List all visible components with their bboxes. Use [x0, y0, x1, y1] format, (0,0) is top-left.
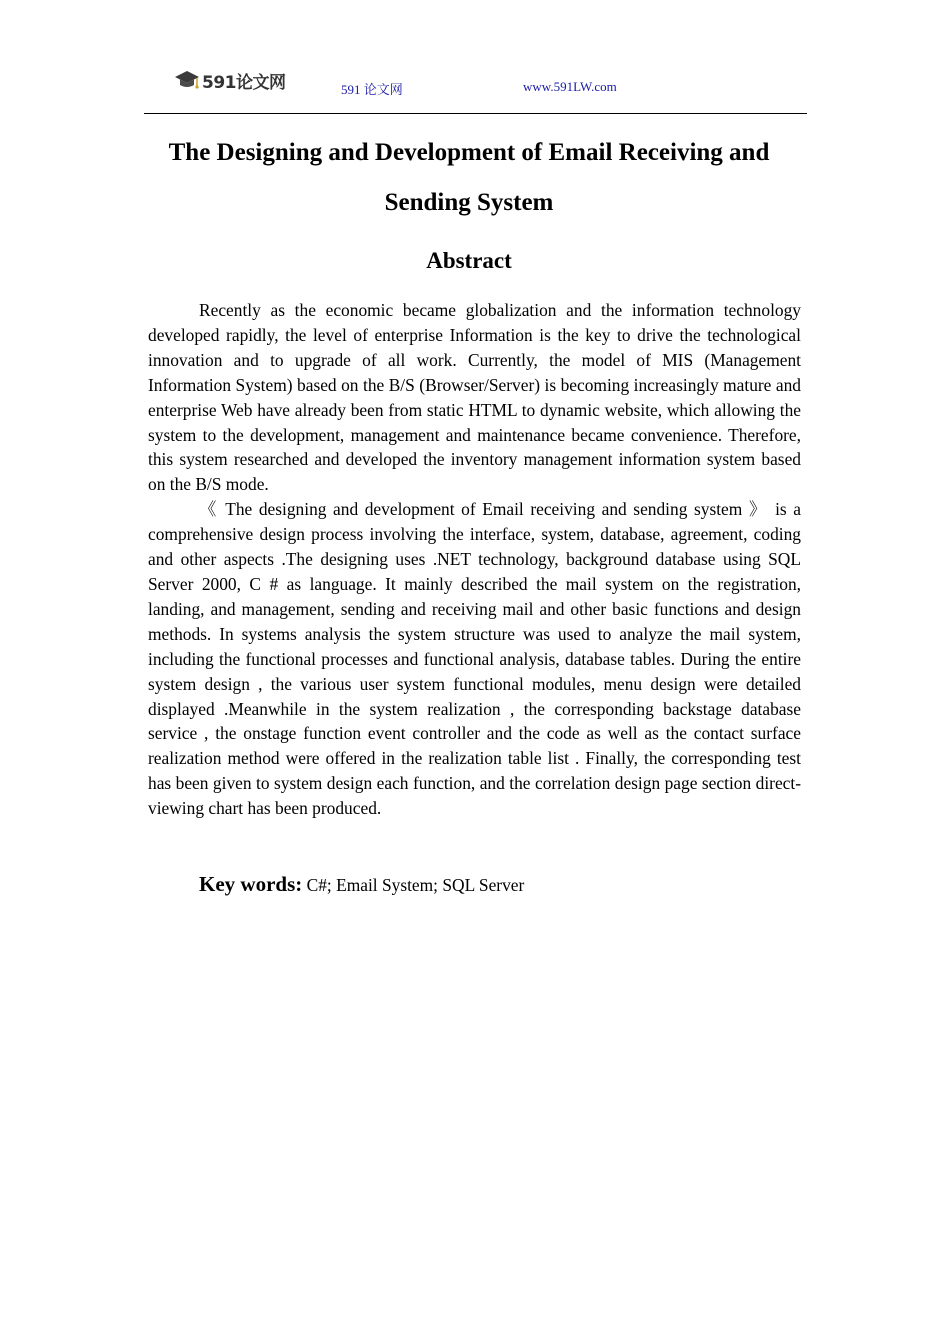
keywords-value: C#; Email System; SQL Server	[302, 875, 525, 895]
abstract-paragraph: 《 The designing and development of Email receiving and sending system 》 is a comprehensive design process involving the interface, system, database, agreement, coding and other aspects .The designing uses .NET technology, background database using SQL Server 2000, C # as language. It mainly described the mail system on the registration, landing, and management, sending and receiving mail and other basic functions and design methods. In systems analysis the system structure was used to analyze the mail system, including the functional processes and functional analysis, database tables. During the entire system design , the various user system functional modules, menu design were detailed displayed .Meanwhile in the system realization , the corresponding backstage database service , the onstage function event controller and the code as well as the contact surface realization method were offered in the realization table list . Finally, the corresponding test has been given to system design each function, and the correlation design page section direct-viewing chart has been produced.	[148, 499, 801, 819]
abstract-heading: Abstract	[426, 248, 512, 273]
paper-title	[148, 128, 790, 228]
header-site-name[interactable]: 591 论文网	[341, 82, 403, 97]
keywords-line	[199, 868, 524, 901]
paper-title-line-2: Sending System	[384, 189, 554, 216]
graduation-cap-icon	[174, 68, 200, 92]
site-logo	[174, 66, 286, 94]
header-site-url[interactable]: www.591LW.com	[523, 79, 617, 94]
abstract-body	[148, 298, 801, 821]
abstract-paragraph: Recently as the economic became globalization and the information technology developed rapidly, the level of enterprise Information is the key to drive the technological innovation and to upgrade of all work. Currently, the model of MIS (Management Information System) based on the B/S (Browser/Server) is becoming increasingly mature and enterprise Web have already been from static HTML to dynamic website, which allowing the system to the development, management and maintenance became convenience. Therefore, this system researched and developed the inventory management information system based on the B/S mode.	[148, 300, 801, 495]
page-header	[144, 62, 807, 114]
logo-text: 591论文网	[202, 72, 286, 93]
paper-title-line-1: The Designing and Development of Email Receiving and	[168, 139, 770, 166]
keywords-label: Key words:	[199, 872, 303, 896]
